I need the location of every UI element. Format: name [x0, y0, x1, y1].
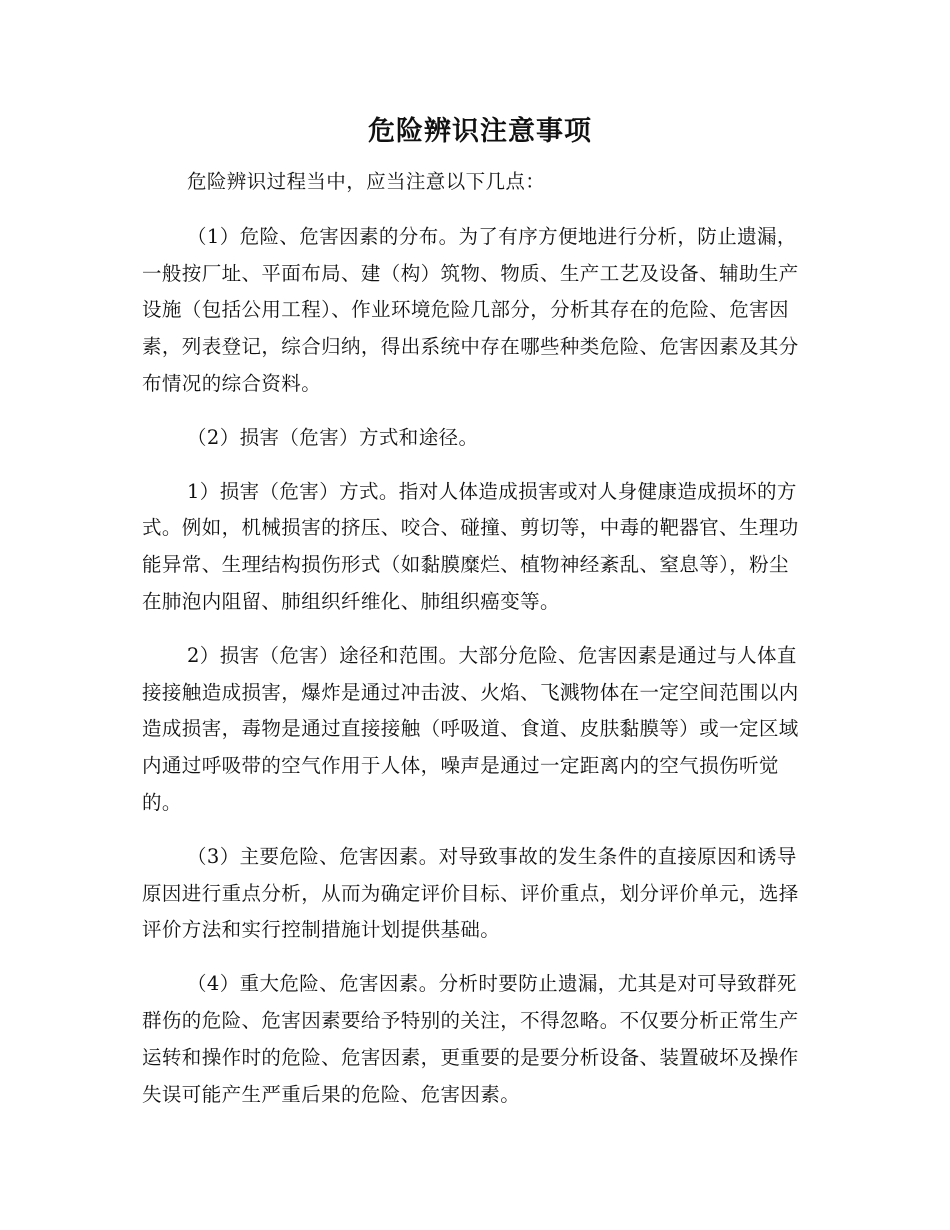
paragraph-main-factors: （3）主要危险、危害因素。对导致事故的发生条件的直接原因和诱导原因进行重点分析，从而为确定评价目标、评价重点，划分评价单元，选择评价方法和实行控制措施计划提供基础。 [142, 844, 799, 942]
paragraph-major-factors: （4）重大危险、危害因素。分析时要防止遗漏，尤其是对可导致群死群伤的危险、危害因素要给予特别的关注，不得忽略。不仅要分析正常生产运转和操作时的危险、危害因素，更重要的是要分析设备、装置破坏及操作失误可能产生严重后果的危险、危害因素。 [142, 972, 799, 1106]
paragraph-damage-method: 1）损害（危害）方式。指对人体造成损害或对人身健康造成损坏的方式。例如，机械损害的挤压、咬合、碰撞、剪切等，中毒的靶器官、生理功能异常、生理结构损伤形式（如黏膜糜烂、植物神经紊乱、窒息等），粉尘在肺泡内阻留、肺组织纤维化、肺组织癌变等。 [142, 479, 799, 613]
intro-paragraph: 危险辨识过程当中，应当注意以下几点： [187, 170, 546, 193]
paragraph-distribution: （1）危险、危害因素的分布。为了有序方便地进行分析，防止遗漏，一般按厂址、平面布局、建（构）筑物、物质、生产工艺及设备、辅助生产设施（包括公用工程）、作业环境危险几部分，分析其存在的危险、危害因素，列表登记，综合归纳，得出系统中存在哪些种类危险、危害因素及其分布情况的综合资料。 [142, 224, 799, 395]
document-title: 危险辨识注意事项 [368, 116, 592, 147]
paragraph-damage-route: 2）损害（危害）途径和范围。大部分危险、危害因素是通过与人体直接接触造成损害，爆炸是通过冲击波、火焰、飞溅物体在一定空间范围以内造成损害，毒物是通过直接接触（呼吸道、食道、皮肤黏膜等）或一定区域内通过呼吸带的空气作用于人体，噪声是通过一定距离内的空气损伤听觉的。 [142, 643, 799, 814]
paragraph-damage-ways: （2）损害（危害）方式和途径。 [187, 425, 479, 449]
document-page [142, 108, 808, 1113]
